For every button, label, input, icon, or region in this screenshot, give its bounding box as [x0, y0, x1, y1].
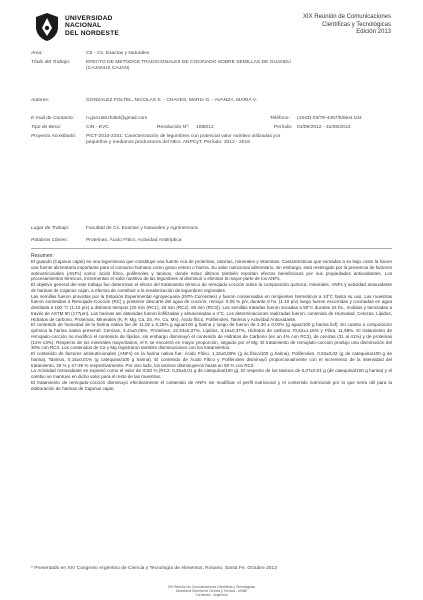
- title-value-line-1: EFECTO DE METODOS TRADICIONALES DE COCINADO SOBRE SEMILLAS DE GUANDU: [86, 60, 291, 65]
- title-value-line-2: (CAJANUS CAJAN): [86, 66, 130, 71]
- period-value: 01/09/2012 - 31/08/2013: [297, 125, 351, 130]
- abstract-paragraph: El guandú (Cajanus cajan) es una leguminosa que constituye una fuente rica de proteínas, calorías, minerales y vitaminas. Características que sumadas a su bajo costo la hacen una fuente alimentaria importante para el consumo humano como grano entero o harina. Su valor nutricional alimentario, sin embargo, está restringido por la presencia de factores antinutricionales (ANFs) como: ácido fítico, polifenoles y taninos, donde estos últimos también reportan efectos beneficiosos por sus propiedades antioxidantes. Los procesamientos térmicos, incrementan el valor nutritivo de las legumbres al disminuir o eliminar la mayor parte de los ANFs.: [31, 259, 392, 282]
- section-divider: [31, 248, 392, 249]
- authors-value: GONZALEZ FOLTEL, NICOLAS S. - CHAVES, MARIA G. - AVANZA, MARIA V.: [86, 98, 257, 103]
- period-label: Período:: [274, 125, 293, 130]
- university-logo: [34, 12, 174, 44]
- footer-line-3: Corrientes - Argentina: [195, 593, 228, 598]
- email-label: E-mail de Contacto:: [31, 116, 74, 121]
- abstract-paragraph: Las semillas fueron provistas por la Estación Experimental Agropecuaria (INTA-Corrientes) y fueron conservadas en recipientes herméticos a 10°C hasta su uso. Las muestras fueron sometidas a Remojado-Cocción (RC) y posterior descarte del agua de cocción, remojo: 0,05 % p/v, durante 8 hs. (1:10 p/v) luego fueron escurridas y cocinadas en agua destilada a 100 °C (1:10 p/v) a distintos tiempos (20 min (RC1), 40 min (RC2), 60 min (RC3)). Las semillas tratadas fueron secadas a 50°C durante 24 hs., molidas y tamizadas a través de ASTM 60 (177µm). Las harinas así obtenidas fueron liofilizadas y almacenadas a 4°C. Los determinaciones realizadas fueron: contenido de Humedad, Cenizas, Lípidos, Hidratos de carbono, Proteínas, Minerales (K, P, Mg, Ca, Zn, Fe, Cu, Mn), Ácido fítico, Polifenoles, Taninos y Actividad Antioxidante.: [31, 293, 392, 322]
- scholarship-type-label: Tipo de Beca:: [31, 125, 62, 130]
- footer-line-1: XIX Reunión de Comunicaciones Científicas y Tecnológicas: [167, 585, 256, 589]
- scholarship-type-value: CIN - EVC: [86, 125, 109, 130]
- page-footer: [0, 585, 423, 598]
- keywords-value: Proteínas, Ácido Fítico, Actividad Antitriptica: [86, 238, 182, 243]
- project-value-line-2: pequeños y medianos productores del NEA. ANPCyT. Período: 2012 - 2016: [86, 140, 250, 145]
- university-name: [65, 15, 119, 37]
- logo-line-2: NACIONAL: [65, 22, 102, 30]
- project-value-line-1: PICT-2010-2341: Caracterización de legumbres con potencial valor nutritivo utilizadas por: [86, 134, 281, 139]
- abstract-paragraph: El contenido de humedad de la harina nativa fue de 11,02 ± 0,25% g agua/100 g harina y luego de fueron de 2,30 ± 0,02% (g agua/100 g harina liof). En cuanto a composición química la harina nativa presentó: Cenizas, 3,44±0,06%, Proteínas, 22,94±0,37%, Lípidos, 3,16±0,37%, Hidratos de carbono 70,52±1,16% y Fibra, 11,58%. El tratamiento de remojado-cocción no modificó el contenido de lípidos, sin embargo disminuyó el contenido de Hidratos de Carbono (en un 4% con RC3), de cenizas (31 al 41%) y de proteínas (11%-13%). Respecto de los minerales mayoritarios, el K se encontró en mayor proporción, seguido por el Mg. El tratamiento de remojado-cocción produjo una disminución del 30% con RC3. Los contenidos de Ca y Mg registraron también disminuciones con los tratamientos.: [31, 322, 392, 351]
- university-emblem-icon: [34, 12, 60, 42]
- footer-line-2: Secretaría General de Ciencia y Técnica - UNNE: [175, 589, 248, 594]
- abstract-paragraph: La Actividad Antioxidante se expresó como el valor de IC50 % (RC2: 0,25±0,01 g de catequina/100 g). El respecto de los taninos de 0,07±0,01 g (de catequina/100 g harina) y el cambio se mantuvo en dicho valor para el resto de las muestras.: [31, 368, 392, 379]
- area-value: CE - Cs. Exactas y Naturales: [86, 51, 150, 56]
- authors-label: Autores:: [31, 98, 50, 103]
- logo-line-1: UNIVERSIDAD: [65, 15, 113, 22]
- keywords-label: Palabras Claves:: [31, 238, 68, 243]
- event-edition: Edición 2013: [356, 29, 391, 36]
- project-label: Proyecto Acreditado:: [31, 134, 77, 139]
- abstract-paragraph: El tratamiento de remojado-cocción disminuyó efectivamente el contenido de ANFs sin modificar el perfil nutricional y el contenido nutricional por lo que sería útil para la elaboración de harinas de Cajanus cajan.: [31, 379, 392, 391]
- footnote: * Presentado en XIV Congreso Argentino de Ciencia y Tecnología de Alimentos. Rosario, Santa Fe, Octubre 2013: [31, 566, 277, 571]
- abstract-paragraph: El objetivo general del este trabajo fue determinar el efecto del tratamiento térmico de remojado-cocción sobre la composición química, minerales, ANFs y actividad antioxidante de harinas de Cajanus cajan, a efectos de contribuir a la revalorización de legumbres regionales.: [31, 282, 392, 293]
- event-header: [303, 14, 391, 37]
- event-subtitle: Científicas y Tecnológicas: [322, 21, 391, 28]
- workplace-label: Lugar de Trabajo:: [31, 226, 70, 231]
- logo-line-3: DEL NORDESTE: [65, 29, 119, 37]
- phone-value: (1543)-03/79-4457/5/8ext.104: [297, 116, 362, 121]
- abstract-paragraph: El contenido de factores antinutricionales (ANFs) en la harina nativa fue: Ácido Fítico, 1,18±0,09% (g ác.fítico/100 g harina), Polifenoles, 0,53±0,02 (g de catequina/100 g de harina), Taninos, 0,15±0,01% (g catequina/100 g harina). El contenido de Ácido Fítico y Polifenoles disminuyó proporcionalmente con el incremento de la intensidad del tratamiento, 29 % y 27-39 % respectivamente. Por otro lado, los taninos disminuyeron hasta un 50 % con RC2.: [31, 351, 392, 368]
- abstract-body: [31, 259, 392, 391]
- title-label: Título del Trabajo:: [31, 60, 71, 65]
- workplace-value: Facultad de Cs. Exactas y Naturales y Agrimensura: [86, 226, 198, 231]
- resolution-value: 1080/12: [196, 125, 214, 130]
- event-title: XIX Reunión de Comunicaciones: [302, 14, 391, 20]
- email-value: n.gonzalezfoltel@gmail.com: [86, 116, 148, 121]
- abstract-title: Resumen:: [31, 253, 54, 259]
- resolution-label: Resolución Nº:: [157, 125, 190, 130]
- phone-label: Teléfono:: [270, 116, 290, 121]
- area-label: Área:: [31, 51, 43, 56]
